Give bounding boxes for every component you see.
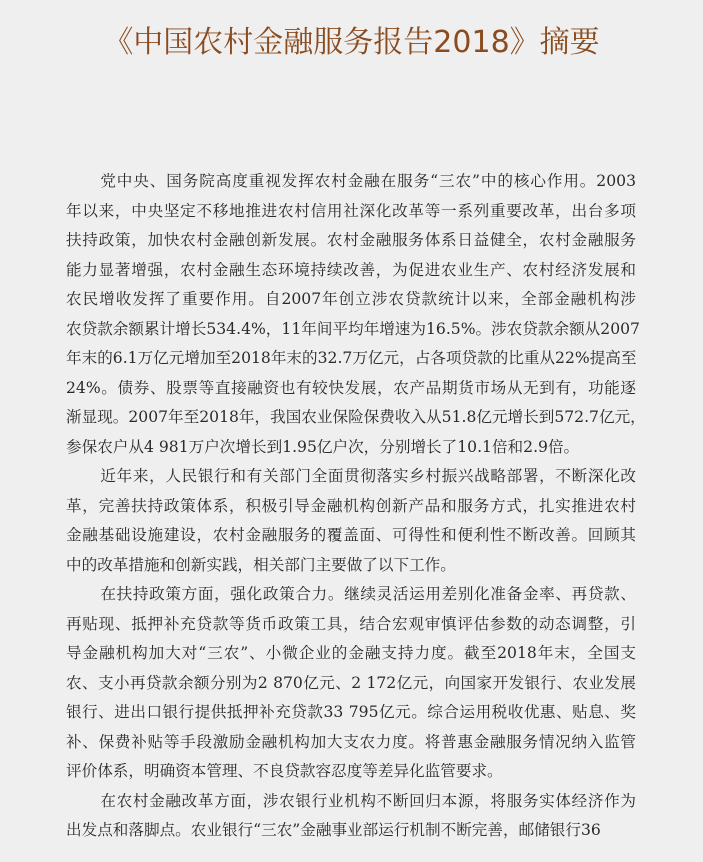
text-line: 农贷款余额累计增长534.4%，11年间平均年增速为16.5%。涉农贷款余额从2007 xyxy=(66,319,640,338)
text-line: 参保农户从4 981万户次增长到1.95亿户次，分别增长了10.1倍和2.9倍。 xyxy=(66,437,580,456)
text-line: 年以来，中央坚定不移地推进农村信用社深化改革等一系列重要改革，出台多项 xyxy=(66,201,636,220)
text-line: 导金融机构加大对“三农”、小微企业的金融支持力度。截至2018年末，全国支 xyxy=(66,644,636,662)
text-line: 能力显著增强，农村金融生态环境持续改善，为促进农业生产、农村经济发展和 xyxy=(66,260,636,279)
document-title: 《中国农村金融服务报告2018》摘要 xyxy=(103,25,600,60)
paragraph-recent-work xyxy=(66,462,636,580)
text-line: 年末的6.1万亿元增加至2018年末的32.7万亿元，占各项贷款的比重从22%提高至 xyxy=(66,349,637,367)
text-line: 扶持政策，加快农村金融创新发展。农村金融服务体系日益健全，农村金融服务 xyxy=(66,231,636,249)
text-line: 在扶持政策方面，强化政策合力。继续灵活运用差别化准备金率、再贷款、 xyxy=(100,585,636,603)
document-body xyxy=(66,167,646,846)
paragraph-overview xyxy=(66,167,646,462)
paragraph-support-policy xyxy=(66,580,636,787)
text-line: 渐显现。2007年至2018年，我国农业保险保费收入从51.8亿元增长到572.7亿元， xyxy=(66,408,646,426)
text-line: 出发点和落脚点。农业银行“三农”金融事业部运行机制不断完善，邮储银行36 xyxy=(66,821,601,839)
text-line: 农民增收发挥了重要作用。自2007年创立涉农贷款统计以来，全部金融机构涉 xyxy=(66,290,636,308)
paragraph-reform xyxy=(66,787,636,846)
text-line: 农、支小再贷款余额分别为2 870亿元、2 172亿元，向国家开发银行、农业发展 xyxy=(66,673,636,692)
text-line: 24%。债券、股票等直接融资也有较快发展，农产品期货市场从无到有，功能逐 xyxy=(66,378,636,397)
text-line: 党中央、国务院高度重视发挥农村金融在服务“三农”中的核心作用。2003 xyxy=(100,172,636,190)
text-line: 金融基础设施建设，农村金融服务的覆盖面、可得性和便利性不断改善。回顾其 xyxy=(66,526,636,544)
text-line: 评价体系，明确资本管理、不良贷款容忍度等差异化监管要求。 xyxy=(66,762,503,780)
text-line: 革，完善扶持政策体系，积极引导金融机构创新产品和服务方式，扎实推进农村 xyxy=(66,496,636,515)
text-line: 在农村金融改革方面，涉农银行业机构不断回归本源，将服务实体经济作为 xyxy=(100,791,636,810)
text-line: 再贴现、抵押补充贷款等货币政策工具，结合宏观审慎评估参数的动态调整，引 xyxy=(66,614,636,633)
text-line: 补、保费补贴等手段激励金融机构加大支农力度。将普惠金融服务情况纳入监管 xyxy=(66,732,636,751)
text-line: 近年来，人民银行和有关部门全面贯彻落实乡村振兴战略部署，不断深化改 xyxy=(100,467,636,485)
text-line: 银行、进出口银行提供抵押补充贷款33 795亿元。综合运用税收优惠、贴息、奖 xyxy=(66,703,636,721)
text-line: 中的改革措施和创新实践，相关部门主要做了以下工作。 xyxy=(66,555,456,574)
